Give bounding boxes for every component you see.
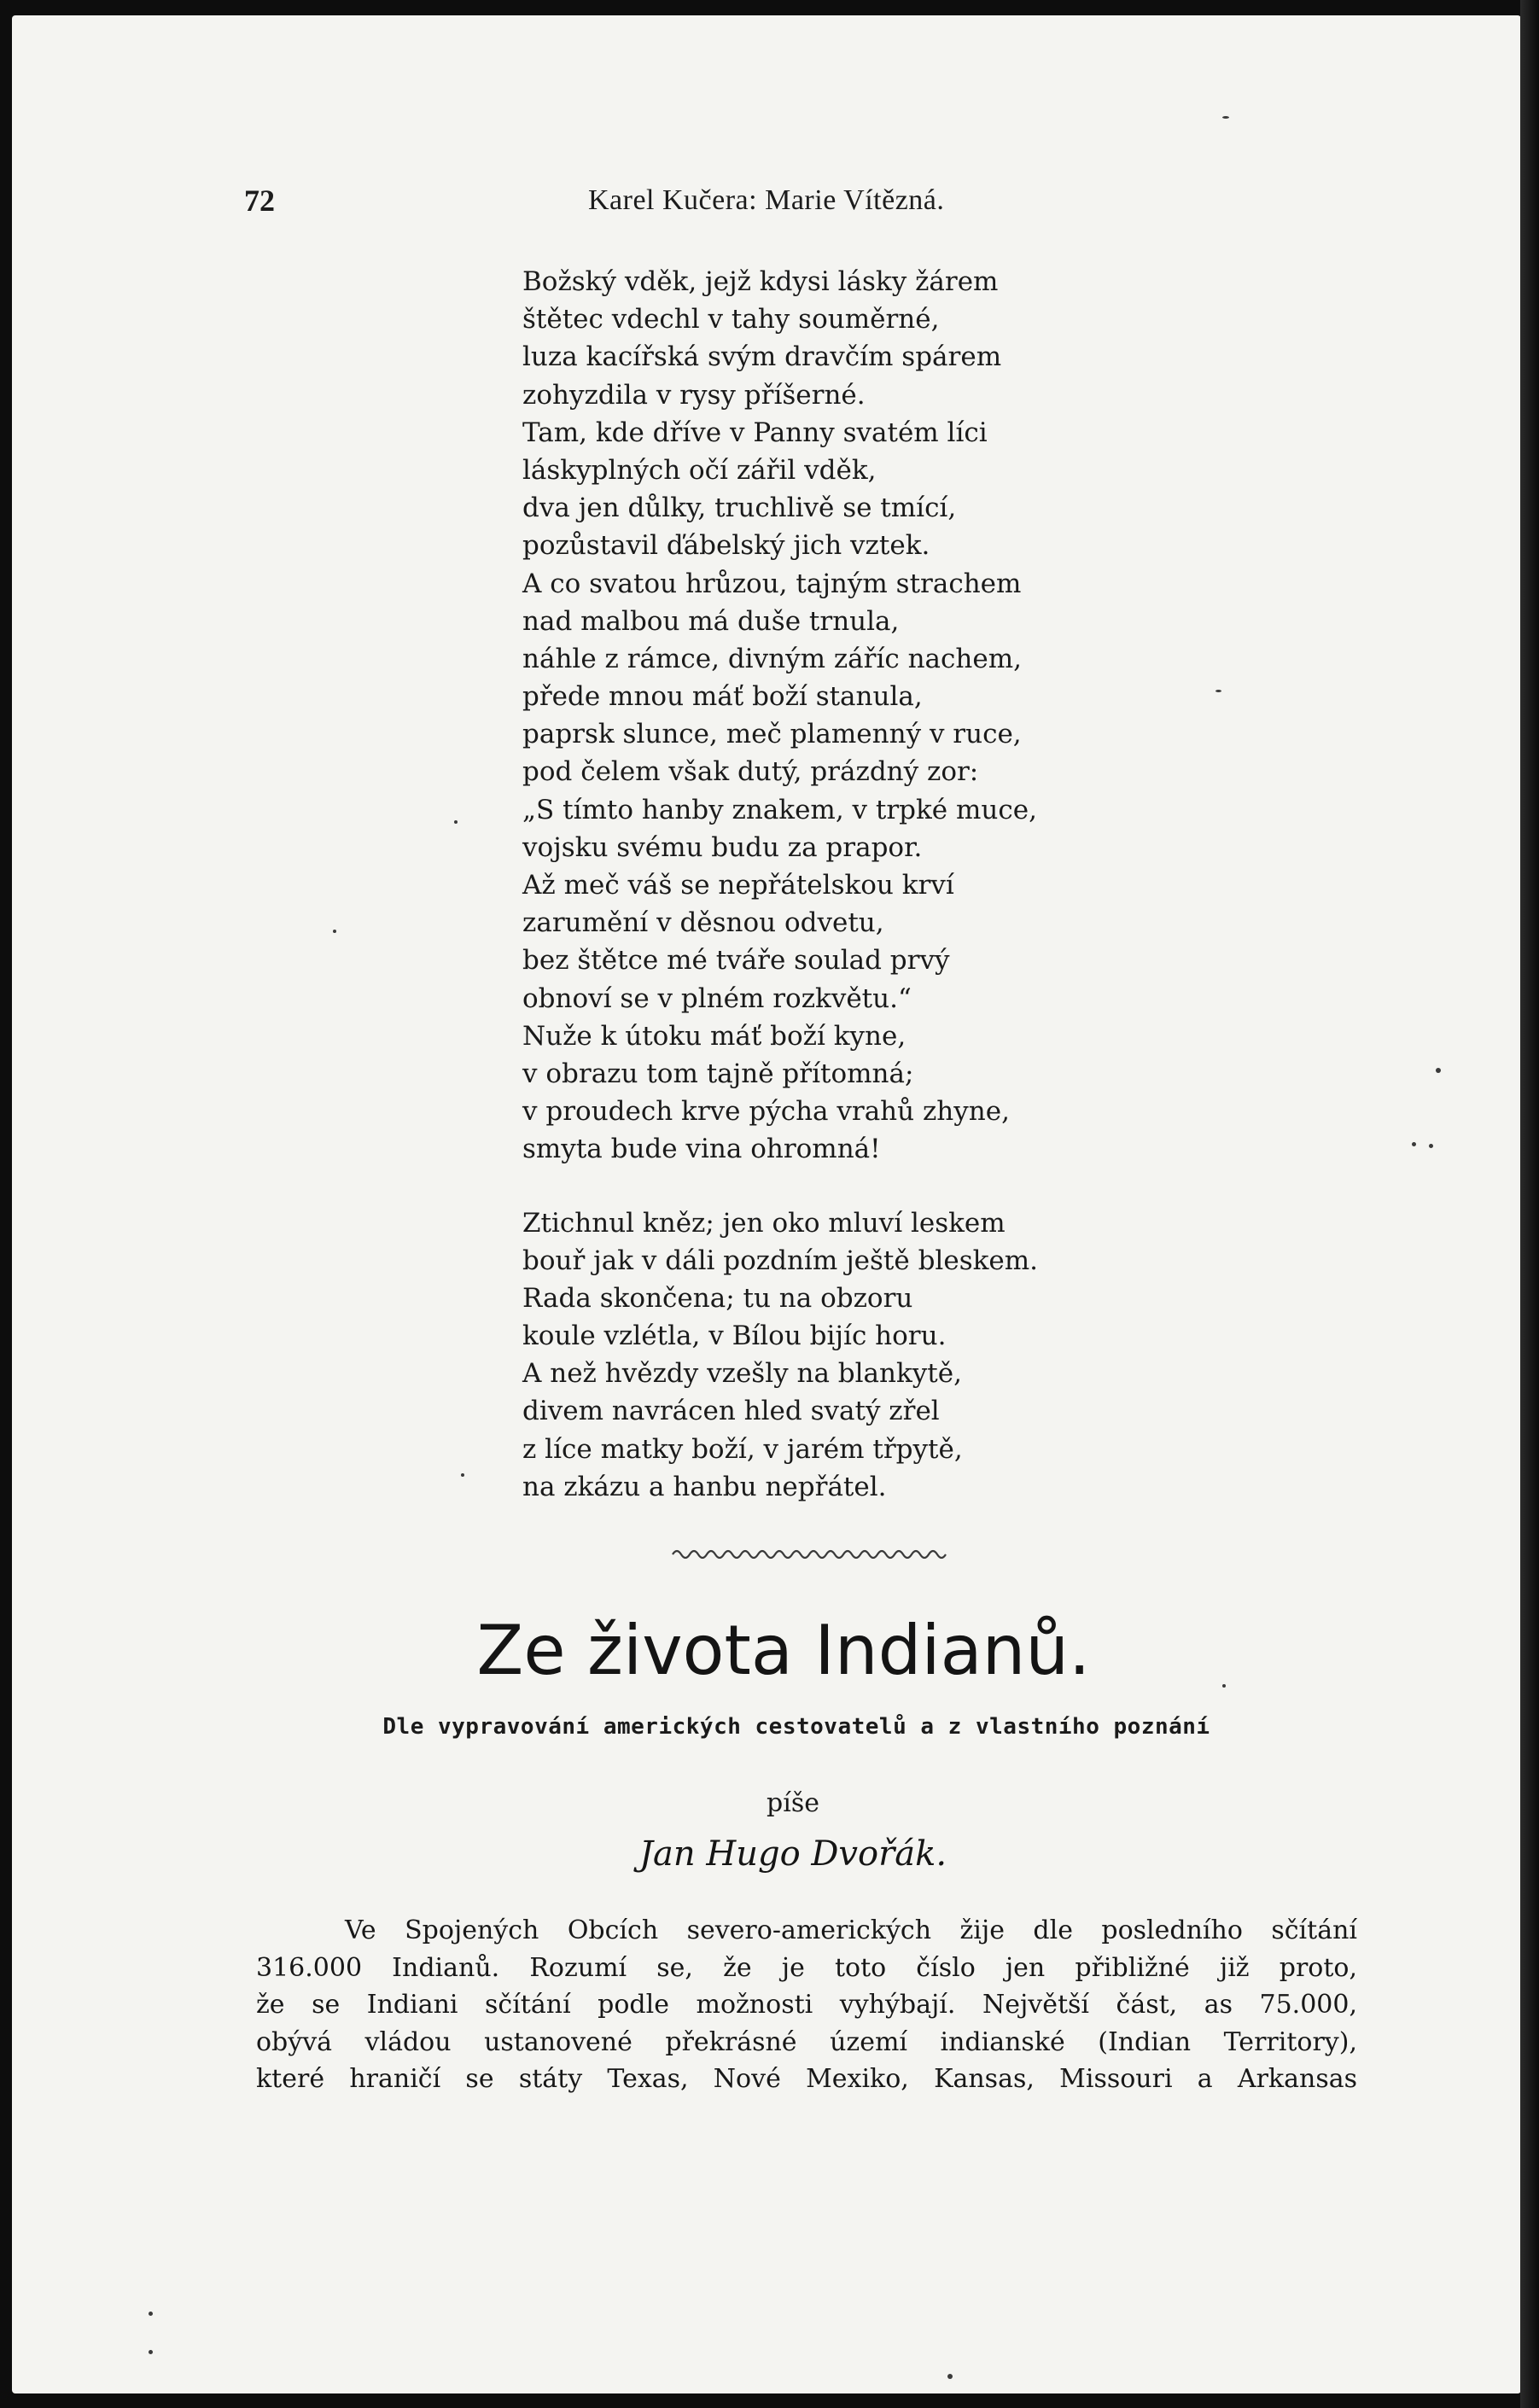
paper-speck xyxy=(1222,116,1229,119)
byline-label: píše xyxy=(767,1788,819,1818)
book-spine-shadow xyxy=(1520,0,1539,2408)
poem-line: Tam, kde dříve v Panny svatém líci xyxy=(522,417,988,448)
poem-line: zarumění v děsnou odvetu, xyxy=(522,907,884,939)
wave-ornament-divider xyxy=(669,1542,951,1567)
poem-line: luza kacířská svým dravčím spárem xyxy=(522,341,1002,373)
poem-line: Až meč váš se nepřátelskou krví xyxy=(522,870,954,901)
paper-speck xyxy=(461,1473,464,1477)
poem-line: z líce matky boží, v jarém třpytě, xyxy=(522,1433,963,1465)
article-subtitle: Dle vypravování amerických cestovatelů a z vlastního poznání xyxy=(382,1714,1210,1740)
paragraph-line: 316.000 Indianů. Rozumí se, že je toto číslo jen přibližné již proto, xyxy=(256,1952,1357,1983)
poem-line: bouř jak v dáli pozdním ještě bleskem. xyxy=(522,1245,1038,1276)
running-title: Karel Kučera: Marie Vítězná. xyxy=(588,184,945,216)
paper-speck xyxy=(1215,690,1221,692)
paragraph-line: že se Indiani sčítání podle možnosti vyhýbají. Největší část, as 75.000, xyxy=(256,1990,1357,2020)
poem-line: A než hvězdy vzešly na blankytě, xyxy=(522,1358,962,1390)
book-page xyxy=(12,15,1521,2393)
poem-line: dva jen důlky, truchlivě se tmící, xyxy=(522,493,957,524)
page-number: 72 xyxy=(244,184,275,218)
paper-speck xyxy=(149,2350,153,2354)
poem-line: divem navrácen hled svatý zřel xyxy=(522,1396,940,1427)
poem-line: přede mnou máť boží stanula, xyxy=(522,681,923,713)
poem-line: na zkázu a hanbu nepřátel. xyxy=(522,1471,887,1502)
running-head xyxy=(12,183,1521,225)
poem-line: v obrazu tom tajně přítomná; xyxy=(522,1058,914,1089)
poem-line: nad malbou má duše trnula, xyxy=(522,605,900,637)
poem-line: paprsk slunce, meč plamenný v ruce, xyxy=(522,719,1022,750)
paper-speck xyxy=(454,820,458,824)
paper-speck xyxy=(947,2374,953,2379)
poem-line: bez štětce mé tváře soulad prvý xyxy=(522,945,950,977)
paper-speck xyxy=(1222,1684,1226,1688)
poem-line: pod čelem však dutý, prázdný zor: xyxy=(522,756,979,788)
paper-speck xyxy=(1429,1144,1433,1148)
poem-line: štětec vdechl v tahy souměrné, xyxy=(522,304,940,335)
poem-line: láskyplných očí zářil vděk, xyxy=(522,454,877,486)
poem-stanza-2 xyxy=(522,1204,1222,1507)
poem-line: zohyzdila v rysy příšerné. xyxy=(522,379,866,411)
poem-line: Nuže k útoku máť boží kyne, xyxy=(522,1020,906,1052)
poem-line: Rada skončena; tu na obzoru xyxy=(522,1282,913,1314)
poem-line: Ztichnul kněz; jen oko mluví leskem xyxy=(522,1207,1006,1239)
poem-line: „S tímto hanby znakem, v trpké muce, xyxy=(522,794,1037,825)
paper-speck xyxy=(333,930,336,933)
poem-line: smyta bude vina ohromná! xyxy=(522,1134,881,1165)
poem-line: obnoví se v plném rozkvětu.“ xyxy=(522,982,912,1014)
poem xyxy=(522,263,1222,1506)
paragraph-line: které hraničí se státy Texas, Nové Mexiko, Kansas, Missouri a Arkansas xyxy=(256,2064,1357,2094)
paragraph-line: obývá vládou ustanovené překrásné území indianské (Indian Territory), xyxy=(256,2026,1357,2057)
paper-speck xyxy=(149,2312,153,2316)
paragraph-line: Ve Spojených Obcích severo-amerických žije dle posledního sčítání xyxy=(345,1915,1357,1945)
paper-speck xyxy=(1412,1142,1416,1146)
stanza-gap xyxy=(522,1169,1222,1204)
poem-line: vojsku svému budu za prapor. xyxy=(522,831,923,863)
poem-line: koule vzlétla, v Bílou bijíc horu. xyxy=(522,1321,947,1352)
poem-line: Božský vděk, jejž kdysi lásky žárem xyxy=(522,266,999,297)
poem-line: pozůstavil ďábelský jich vztek. xyxy=(522,530,930,562)
poem-line: A co svatou hrůzou, tajným strachem xyxy=(522,568,1022,599)
article-author: Jan Hugo Dvořák. xyxy=(638,1834,947,1874)
article-title: Ze života Indianů. xyxy=(476,1611,1091,1690)
poem-stanza-1 xyxy=(522,263,1222,1169)
article-paragraph xyxy=(256,1912,1357,2098)
poem-line: náhle z rámce, divným záříc nachem, xyxy=(522,643,1022,674)
paper-speck xyxy=(1436,1068,1441,1073)
poem-line: v proudech krve pýcha vrahů zhyne, xyxy=(522,1096,1010,1128)
